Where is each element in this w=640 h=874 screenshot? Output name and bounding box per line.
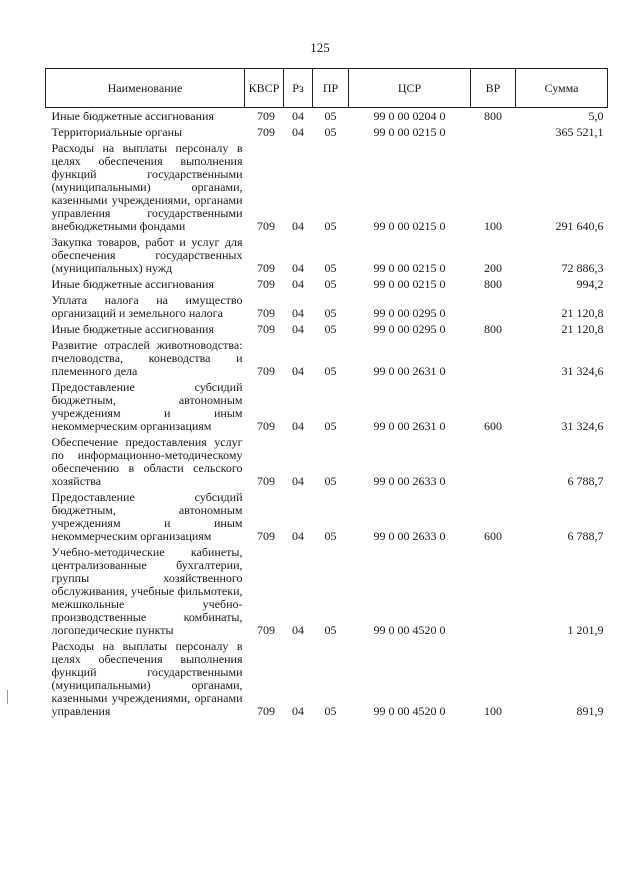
cell-vr: 100 (484, 219, 502, 233)
cell-vr: 800 (484, 109, 502, 123)
cell-pr: 05 (324, 623, 337, 637)
cell-vr (471, 336, 516, 378)
table-row (46, 378, 608, 433)
cell-vr (471, 433, 516, 488)
cell-kvsr: 709 (257, 219, 275, 233)
cell-pr: 05 (324, 109, 337, 123)
header-csr: ЦСР (349, 69, 471, 108)
cell-csr: 99 0 00 0215 0 (373, 277, 446, 291)
cell-kvsr: 709 (257, 109, 275, 123)
cell-name: Уплата налога на имущество организаций и земельного налога (51, 293, 243, 320)
cell-vr (471, 291, 516, 320)
cell-pr: 05 (324, 322, 337, 336)
cell-rz: 04 (292, 529, 304, 543)
table-row (46, 543, 608, 637)
cell-rz: 04 (292, 306, 304, 320)
cell-rz: 04 (292, 322, 304, 336)
cell-kvsr: 709 (257, 364, 275, 378)
cell-kvsr: 709 (257, 277, 275, 291)
cell-kvsr: 709 (257, 322, 275, 336)
cell-csr: 99 0 00 0295 0 (373, 306, 446, 320)
header-sum: Сумма (516, 69, 608, 108)
cell-pr: 05 (324, 261, 337, 275)
header-name: Наименование (46, 69, 245, 108)
table-row (46, 108, 608, 124)
cell-name: Закупка товаров, работ и услуг для обеспечения государственных (муниципальных) нужд (51, 235, 243, 275)
cell-sum: 891,9 (576, 704, 604, 718)
cell-pr: 05 (324, 419, 337, 433)
cell-vr: 600 (484, 419, 502, 433)
cell-pr: 05 (324, 277, 337, 291)
cell-vr: 200 (484, 261, 502, 275)
cell-rz: 04 (292, 623, 304, 637)
cell-kvsr: 709 (257, 529, 275, 543)
cell-vr (471, 543, 516, 637)
cell-sum: 1 201,9 (567, 623, 604, 637)
cell-name: Учебно-методические кабинеты, централизованные бухгалтерии, группы хозяйственного обслуживания, учебные фильмотеки, межшкольные учебно-производственные комбинаты, логопедические пункты (51, 545, 243, 637)
header-vr: ВР (471, 69, 516, 108)
budget-table (45, 68, 608, 718)
cell-csr: 99 0 00 0204 0 (373, 109, 446, 123)
cell-sum: 31 324,6 (561, 364, 604, 378)
cell-pr: 05 (324, 704, 337, 718)
cell-rz: 04 (292, 364, 304, 378)
cell-name: Расходы на выплаты персоналу в целях обеспечения выполнения функций государственными (муниципальными) органами, казенными учреждениями, органами управления государственными внебюджетными фондами (51, 141, 243, 233)
cell-kvsr: 709 (257, 419, 275, 433)
cell-sum: 5,0 (588, 109, 604, 123)
cell-pr: 05 (324, 219, 337, 233)
cell-name: Предоставление субсидий бюджетным, автономным учреждениям и иным некоммерческим организациям (51, 380, 243, 433)
cell-kvsr: 709 (257, 261, 275, 275)
cell-sum: 21 120,8 (561, 306, 604, 320)
cell-name: Расходы на выплаты персоналу в целях обеспечения выполнения функций государственными (муниципальными) органами, казенными учреждениями, органами управления (51, 639, 243, 718)
cell-pr: 05 (324, 364, 337, 378)
cell-csr: 99 0 00 0295 0 (373, 322, 446, 336)
cell-csr: 99 0 00 2631 0 (373, 364, 446, 378)
cell-rz: 04 (292, 277, 304, 291)
cell-sum: 6 788,7 (567, 529, 604, 543)
cell-rz: 04 (292, 474, 304, 488)
cell-rz: 04 (292, 219, 304, 233)
cell-sum: 72 886,3 (561, 261, 604, 275)
cell-kvsr: 709 (257, 623, 275, 637)
table-row (46, 275, 608, 291)
cell-rz: 04 (292, 704, 304, 718)
cell-pr: 05 (324, 125, 337, 139)
cell-name: Территориальные органы (51, 125, 183, 139)
cell-name: Обеспечение предоставления услуг по информационно-методическому обеспечению в области сельского хозяйства (51, 435, 243, 488)
cell-csr: 99 0 00 2631 0 (373, 419, 446, 433)
cell-vr: 100 (484, 704, 502, 718)
cell-csr: 99 0 00 0215 0 (373, 261, 446, 275)
cell-name: Предоставление субсидий бюджетным, автономным учреждениям и иным некоммерческим организациям (51, 490, 243, 543)
table-row (46, 488, 608, 543)
cell-rz: 04 (292, 261, 304, 275)
cell-sum: 994,2 (576, 277, 604, 291)
header-rz: Рз (284, 69, 313, 108)
table-body (46, 108, 608, 719)
cell-vr: 800 (484, 322, 502, 336)
cell-csr: 99 0 00 0215 0 (373, 125, 446, 139)
cell-rz: 04 (292, 419, 304, 433)
header-pr: ПР (313, 69, 349, 108)
table-row (46, 336, 608, 378)
cell-kvsr: 709 (257, 704, 275, 718)
cell-kvsr: 709 (257, 125, 275, 139)
cell-csr: 99 0 00 2633 0 (373, 474, 446, 488)
cell-name: Иные бюджетные ассигнования (51, 109, 214, 123)
page-number: 125 (310, 40, 330, 55)
cell-kvsr: 709 (257, 306, 275, 320)
cell-rz: 04 (292, 125, 304, 139)
cell-vr: 800 (484, 277, 502, 291)
cell-csr: 99 0 00 2633 0 (373, 529, 446, 543)
cell-csr: 99 0 00 4520 0 (373, 623, 446, 637)
table-row (46, 123, 608, 139)
cell-pr: 05 (324, 306, 337, 320)
cell-sum: 31 324,6 (561, 419, 604, 433)
header-kvsr: КВСР (245, 69, 284, 108)
cell-sum: 365 521,1 (555, 125, 604, 139)
table-row (46, 291, 608, 320)
cell-name: Развитие отраслей животноводства: пчеловодства, коневодства и племенного дела (51, 338, 243, 378)
cell-rz: 04 (292, 109, 304, 123)
cell-sum: 291 640,6 (555, 219, 604, 233)
cell-vr (471, 123, 516, 139)
cell-pr: 05 (324, 529, 337, 543)
cell-csr: 99 0 00 4520 0 (373, 704, 446, 718)
table-row (46, 433, 608, 488)
table-row (46, 320, 608, 336)
table-header (46, 69, 608, 108)
cell-sum: 21 120,8 (561, 322, 604, 336)
scan-mark (7, 690, 8, 704)
table-row (46, 139, 608, 233)
cell-vr: 600 (484, 529, 502, 543)
cell-name: Иные бюджетные ассигнования (51, 277, 214, 291)
cell-csr: 99 0 00 0215 0 (373, 219, 446, 233)
table-row (46, 233, 608, 275)
cell-pr: 05 (324, 474, 337, 488)
table-row (46, 637, 608, 718)
cell-kvsr: 709 (257, 474, 275, 488)
cell-name: Иные бюджетные ассигнования (51, 322, 214, 336)
cell-sum: 6 788,7 (567, 474, 604, 488)
